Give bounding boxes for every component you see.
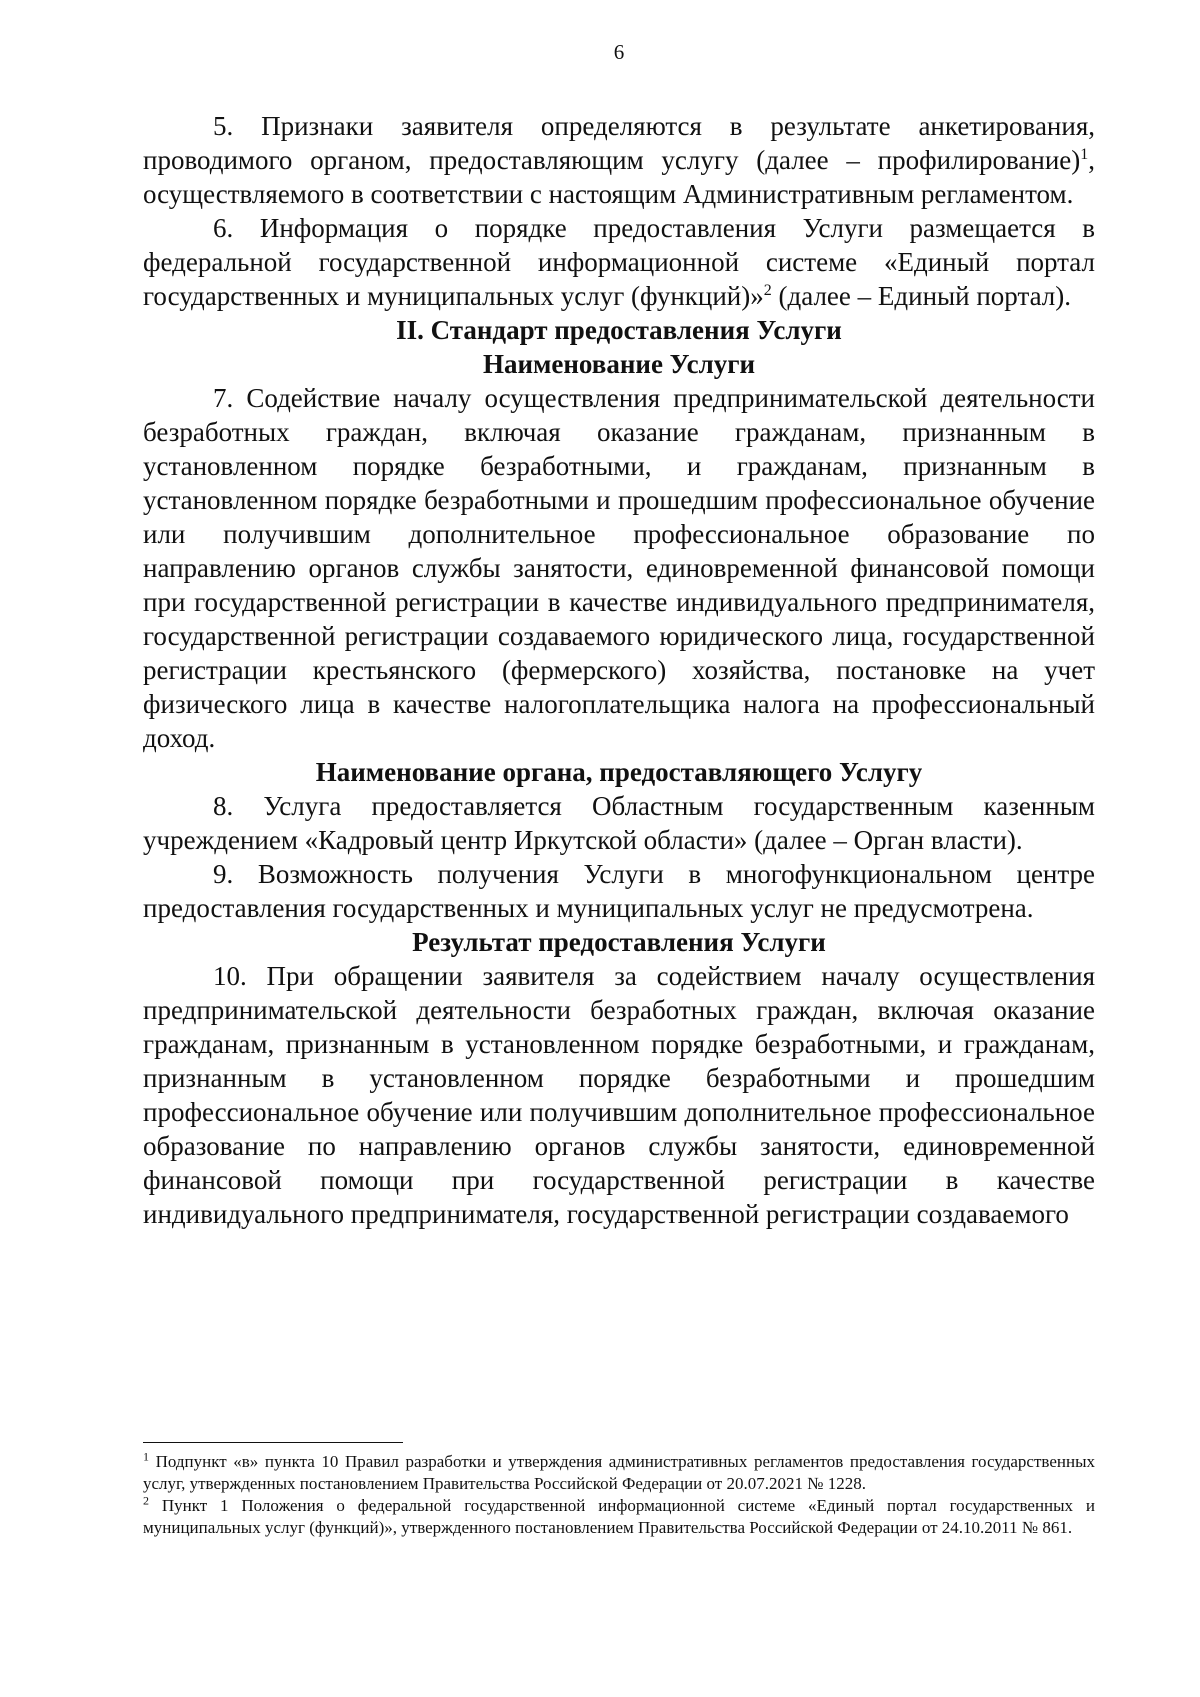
heading-authority-name: Наименование органа, предоставляющего Услугу bbox=[315, 757, 923, 787]
footnote-2-text: Пункт 1 Положения о федеральной государственной информационной системе «Единый портал государственных и муниципальных услуг (функций)», утвержденного постановлением Правительства Российской Федерации от 24.10.2011 № 861. bbox=[143, 1496, 1095, 1537]
footnote-number-2: 2 bbox=[143, 1493, 149, 1508]
paragraph-8: 8. Услуга предоставляется Областным государственным казенным учреждением «Кадровый центр Иркутской области» (далее – Орган власти). bbox=[143, 791, 1095, 855]
footnote-1-text: Подпункт «в» пункта 10 Правил разработки и утверждения административных регламентов предоставления государственных услуг, утвержденных постановлением Правительства Российской Федерации от 20.07.2021 № 1228. bbox=[143, 1452, 1095, 1493]
paragraph-6 bbox=[143, 211, 1095, 313]
footnote-separator bbox=[143, 1442, 403, 1443]
paragraph-9: 9. Возможность получения Услуги в многофункциональном центре предоставления государственных и муниципальных услуг не предусмотрена. bbox=[143, 859, 1095, 923]
heading-service-name: Наименование Услуги bbox=[482, 349, 756, 379]
footnote-number-1: 1 bbox=[143, 1449, 149, 1464]
section-title: II. Стандарт предоставления Услуги bbox=[396, 315, 842, 345]
paragraph-10: 10. При обращении заявителя за содействием началу осуществления предпринимательской деятельности безработных граждан, включая оказание гражданам, признанным в установленном порядке безработными, и гражданам, признанным в установленном порядке безработными и прошедшим профессиональное обучение или получившим дополнительное профессиональное образование по направлению органов службы занятости, единовременной финансовой помощи при государственной регистрации в качестве индивидуального предпринимателя, государственной регистрации создаваемого bbox=[143, 961, 1095, 1229]
page-number: 6 bbox=[613, 40, 625, 64]
paragraph-5 bbox=[143, 109, 1095, 211]
paragraph-5-text: 5. Признаки заявителя определяются в результате анкетирования, проводимого органом, предоставляющим услугу (далее – профилирование) bbox=[143, 111, 1095, 175]
footnote-ref-1[interactable]: 1 bbox=[1080, 146, 1089, 163]
footnote-ref-2[interactable]: 2 bbox=[763, 282, 772, 299]
heading-result: Результат предоставления Услуги bbox=[412, 927, 826, 957]
paragraph-5-tail: , осуществляемого в соответствии с настоящим Административным регламентом. bbox=[143, 145, 1095, 209]
paragraph-6-text: 6. Информация о порядке предоставления Услуги размещается в федеральной государственной информационной системе «Единый портал государственных и муниципальных услуг (функций)» bbox=[143, 213, 1095, 311]
footnote-2 bbox=[143, 1495, 1095, 1539]
paragraph-7: 7. Содействие началу осуществления предпринимательской деятельности безработных граждан, включая оказание гражданам, признанным в установленном порядке безработными, и гражданам, признанным в установленном порядке безработными и прошедшим профессиональное обучение или получившим дополнительное профессиональное образование по направлению органов службы занятости, единовременной финансовой помощи при государственной регистрации в качестве индивидуального предпринимателя, государственной регистрации создаваемого юридического лица, государственной регистрации крестьянского (фермерского) хозяйства, постановке на учет физического лица в качестве налогоплательщика налога на профессиональный доход. bbox=[143, 383, 1095, 753]
footnote-1 bbox=[143, 1451, 1095, 1495]
footnotes-area bbox=[143, 1442, 1095, 1539]
paragraph-6-tail: (далее – Единый портал). bbox=[771, 281, 1072, 311]
